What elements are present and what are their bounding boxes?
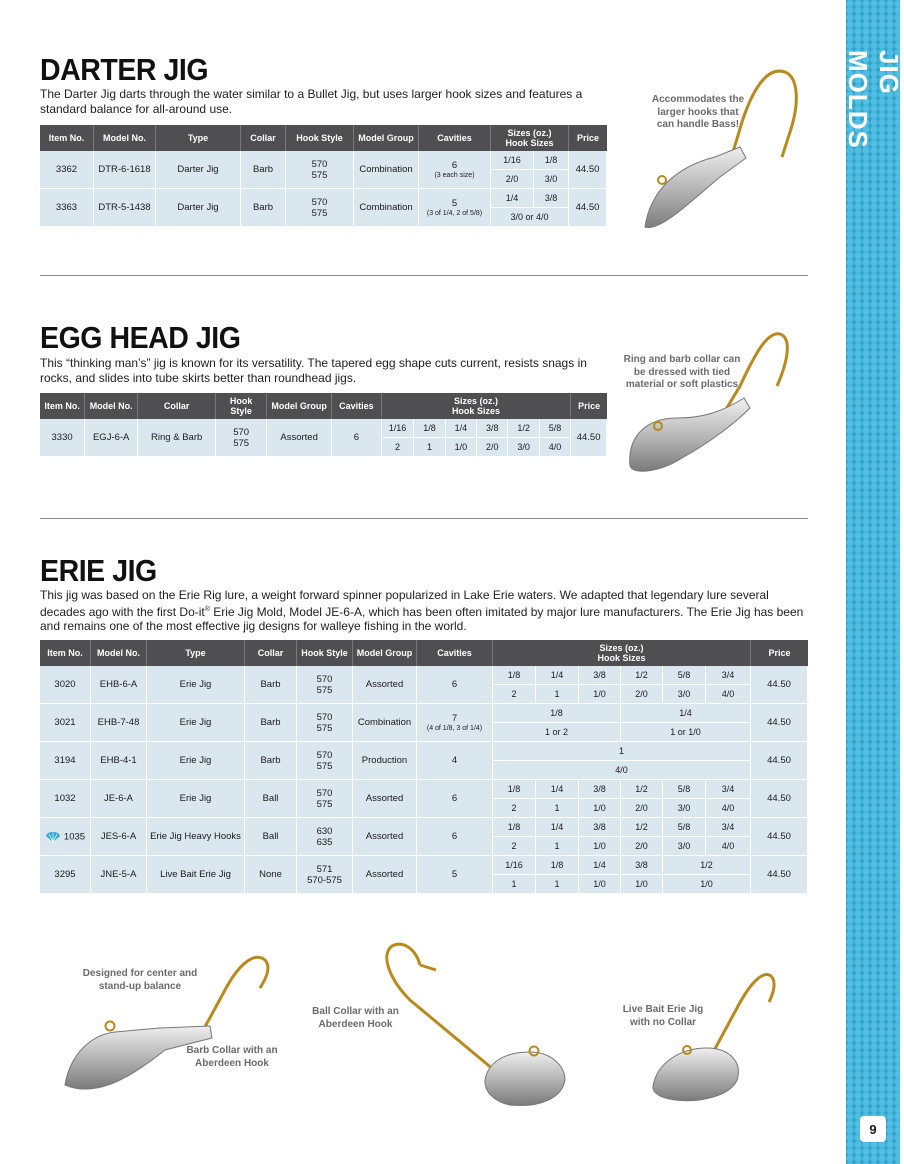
cell-collar: Barb — [245, 704, 297, 742]
cell-item: 3363 — [40, 189, 94, 227]
cell-size: 3/8 — [534, 189, 569, 208]
cell-cavities: 5 — [417, 856, 493, 894]
erie-ball-jig-image — [370, 940, 575, 1115]
cell-hook-size: 3/0 — [663, 799, 706, 818]
callout-live-bait: Live Bait Erie Jig with no Collar — [622, 1004, 704, 1028]
cell-size: 5/8 — [540, 419, 571, 438]
cell-item: 1032 — [40, 780, 91, 818]
col-cavities: Cavities — [419, 125, 491, 151]
col-item: Item No. — [40, 393, 85, 419]
erie-table — [40, 640, 808, 894]
col-model-group: Model Group — [353, 640, 417, 666]
callout-ball-collar: Ball Collar with an Aberdeen Hook — [312, 1006, 399, 1030]
cell-hook-size: 1/0 — [579, 799, 621, 818]
cell-hook-size: 1/0 — [621, 875, 663, 894]
cell-collar: None — [245, 856, 297, 894]
seashell-icon — [45, 831, 61, 843]
cell-hook-size: 1 — [536, 837, 579, 856]
cell-type: Erie Jig — [147, 666, 245, 704]
col-cavities: Cavities — [417, 640, 493, 666]
cell-collar: Ball — [245, 780, 297, 818]
darter-description: The Darter Jig darts through the water similar to a Bullet Jig, but uses larger hook sizes and features a standard balance for all-around use. — [40, 87, 583, 116]
cell-hook-size: 2 — [382, 438, 415, 457]
cell-hook-style: 570 575 — [297, 704, 353, 742]
cell-size: 1/4 — [536, 818, 579, 837]
col-model: Model No. — [94, 125, 156, 151]
cell-size: 1/16 — [491, 151, 534, 170]
cell-size: 1/2 — [663, 856, 751, 875]
table-row — [40, 419, 607, 438]
cell-model: EHB-7-48 — [91, 704, 147, 742]
cell-size: 1/16 — [382, 419, 415, 438]
cell-group: Assorted — [267, 419, 332, 457]
table-row — [40, 666, 808, 685]
table-row — [40, 189, 607, 208]
cell-hook-size: 4/0 — [540, 438, 571, 457]
cell-group: Combination — [353, 704, 417, 742]
egghead-description: This “thinking man’s” jig is known for its versatility. The tapered egg shape cuts current, resists snags in rocks, and slides into tube skirts better than roundhead jigs. — [40, 356, 587, 385]
col-price: Price — [751, 640, 808, 666]
egghead-jig-image — [622, 326, 797, 476]
cell-item: 3295 — [40, 856, 91, 894]
cell-size: 3/8 — [621, 856, 663, 875]
cell-item: 1035 — [40, 818, 91, 856]
cell-price: 44.50 — [569, 189, 607, 227]
cell-collar: Barb — [241, 151, 286, 189]
cell-size: 1/8 — [493, 704, 621, 723]
cell-hook-size: 4/0 — [706, 837, 751, 856]
cell-item: 3020 — [40, 666, 91, 704]
cell-price: 44.50 — [751, 666, 808, 704]
cell-hook-size: 1 — [536, 799, 579, 818]
cell-hook-style: 570 575 — [286, 151, 354, 189]
cell-cavities: 6 — [417, 818, 493, 856]
cell-size: 1/4 — [446, 419, 477, 438]
cell-model: JES-6-A — [91, 818, 147, 856]
cell-item: 3021 — [40, 704, 91, 742]
cell-hook-style: 571 570-575 — [297, 856, 353, 894]
cell-price: 44.50 — [751, 704, 808, 742]
cell-hook-size: 1/0 — [579, 685, 621, 704]
cell-size: 3/4 — [706, 780, 751, 799]
cell-group: Assorted — [353, 856, 417, 894]
col-collar: Collar — [241, 125, 286, 151]
cell-size: 5/8 — [663, 780, 706, 799]
table-row — [40, 856, 808, 875]
cell-price: 44.50 — [569, 151, 607, 189]
cell-group: Assorted — [353, 666, 417, 704]
cell-hook-size: 1/0 — [446, 438, 477, 457]
col-model-group: Model Group — [267, 393, 332, 419]
section-tab-label: JIG MOLDS — [843, 50, 904, 149]
cell-hook-size: 2/0 — [621, 799, 663, 818]
cell-type: Darter Jig — [156, 189, 241, 227]
cell-type: Erie Jig Heavy Hooks — [147, 818, 245, 856]
cell-collar: Barb — [241, 189, 286, 227]
darter-table — [40, 125, 607, 227]
cell-hook-size: 3/0 — [663, 837, 706, 856]
divider — [40, 275, 808, 276]
col-model-group: Model Group — [354, 125, 419, 151]
cell-group: Combination — [354, 189, 419, 227]
cell-collar: Ball — [245, 818, 297, 856]
col-collar: Collar — [138, 393, 216, 419]
cell-price: 44.50 — [751, 818, 808, 856]
cell-hook-size: 3/0 — [663, 685, 706, 704]
cell-size: 1/2 — [621, 780, 663, 799]
cell-hook-style: 570 575 — [216, 419, 267, 457]
cell-item: 3194 — [40, 742, 91, 780]
cell-hook-style: 570 575 — [297, 780, 353, 818]
cell-size: 3/4 — [706, 666, 751, 685]
cell-hook-size: 1 — [414, 438, 445, 457]
table-header-row — [40, 640, 808, 666]
cell-group: Assorted — [353, 818, 417, 856]
cell-size: 1/4 — [579, 856, 621, 875]
table-header-row — [40, 393, 607, 419]
cell-cavities: 6 (3 each size) — [419, 151, 491, 189]
callout-barb-collar: Barb Collar with an Aberdeen Hook — [186, 1045, 278, 1069]
darter-jig-image — [630, 62, 800, 242]
cell-hook-style: 570 575 — [297, 666, 353, 704]
cell-hook-style: 570 575 — [286, 189, 354, 227]
table-header-row — [40, 125, 607, 151]
erie-barb-jig-image — [60, 950, 275, 1110]
cell-model: JE-6-A — [91, 780, 147, 818]
cell-type: Erie Jig — [147, 704, 245, 742]
cell-hook-size: 2/0 — [621, 685, 663, 704]
col-model: Model No. — [91, 640, 147, 666]
cell-hook-size: 1 — [536, 875, 579, 894]
cell-hook-size: 2/0 — [621, 837, 663, 856]
cell-hook-size: 3/0 or 4/0 — [491, 208, 569, 227]
cell-group: Combination — [354, 151, 419, 189]
cell-size: 3/8 — [579, 780, 621, 799]
cell-hook-size: 1 or 2 — [493, 723, 621, 742]
cell-cavities: 6 — [417, 666, 493, 704]
erie-title: ERIE JIG — [40, 553, 157, 588]
cell-hook-style: 570 575 — [297, 742, 353, 780]
col-item: Item No. — [40, 640, 91, 666]
cell-hook-size: 3/0 — [534, 170, 569, 189]
cell-size: 1/8 — [536, 856, 579, 875]
egghead-table — [40, 393, 607, 457]
cell-price: 44.50 — [751, 780, 808, 818]
cell-hook-size: 1 — [536, 685, 579, 704]
divider — [40, 518, 808, 519]
table-row — [40, 704, 808, 723]
cell-type: Erie Jig — [147, 780, 245, 818]
cell-cavities: 6 — [417, 780, 493, 818]
erie-livebait-jig-image — [645, 968, 780, 1108]
cell-size: 1/8 — [493, 666, 536, 685]
cell-size: 1 — [493, 742, 751, 761]
cell-size: 5/8 — [663, 666, 706, 685]
cell-hook-size: 2/0 — [477, 438, 508, 457]
cell-size: 1/8 — [493, 818, 536, 837]
cell-size: 1/8 — [414, 419, 445, 438]
cell-group: Assorted — [353, 780, 417, 818]
cell-size: 3/8 — [477, 419, 508, 438]
col-sizes: Sizes (oz.) Hook Sizes — [382, 393, 572, 419]
cell-hook-size: 1/0 — [663, 875, 751, 894]
cell-model: JNE-5-A — [91, 856, 147, 894]
col-type: Type — [147, 640, 245, 666]
cell-cavities: 7 (4 of 1/8, 3 of 1/4) — [417, 704, 493, 742]
cell-model: DTR-5-1438 — [94, 189, 156, 227]
cell-price: 44.50 — [751, 856, 808, 894]
cell-size: 1/2 — [508, 419, 539, 438]
cell-hook-size: 1/0 — [579, 875, 621, 894]
col-item: Item No. — [40, 125, 94, 151]
cell-price: 44.50 — [571, 419, 607, 457]
cell-collar: Ring & Barb — [138, 419, 216, 457]
cell-size: 3/8 — [579, 666, 621, 685]
col-hook-style: Hook Style — [297, 640, 353, 666]
table-row — [40, 818, 808, 837]
cell-size: 1/4 — [491, 189, 534, 208]
cell-collar: Barb — [245, 742, 297, 780]
cell-hook-style: 630 635 — [297, 818, 353, 856]
cell-hook-size: 2 — [493, 685, 536, 704]
cell-size: 1/8 — [534, 151, 569, 170]
cell-cavities: 6 — [332, 419, 382, 457]
cell-hook-size: 4/0 — [706, 685, 751, 704]
egghead-title: EGG HEAD JIG — [40, 320, 241, 355]
cell-cavities: 4 — [417, 742, 493, 780]
cell-model: EGJ-6-A — [85, 419, 138, 457]
cell-model: EHB-4-1 — [91, 742, 147, 780]
cell-group: Production — [353, 742, 417, 780]
table-row — [40, 780, 808, 799]
erie-description: This jig was based on the Erie Rig lure, a weight forward spinner popularized in Lake Erie waters. We adapted that legendary lure several decades ago with the first Do-it® Erie Jig Mold, Model JE-6-A, which has been often imitated by major lure manufacturers. The Erie Jig has been and remains one of the most effective jig designs for walleye fishing in the world. — [40, 588, 804, 633]
cell-size: 1/2 — [621, 666, 663, 685]
col-cavities: Cavities — [332, 393, 382, 419]
cell-hook-size: 1 or 1/0 — [621, 723, 751, 742]
col-hook-style: Hook Style — [286, 125, 354, 151]
cell-cavities: 5 (3 of 1/4, 2 of 5/8) — [419, 189, 491, 227]
darter-title: DARTER JIG — [40, 52, 209, 87]
col-hook-style: Hook Style — [216, 393, 267, 419]
cell-model: EHB-6-A — [91, 666, 147, 704]
callout-center-balance: Designed for center and stand-up balance — [82, 968, 198, 992]
cell-hook-size: 2 — [493, 837, 536, 856]
col-collar: Collar — [245, 640, 297, 666]
cell-hook-size: 1/0 — [579, 837, 621, 856]
col-price: Price — [571, 393, 607, 419]
cell-hook-size: 4/0 — [493, 761, 751, 780]
table-row — [40, 151, 607, 170]
col-model: Model No. — [85, 393, 138, 419]
cell-type: Live Bait Erie Jig — [147, 856, 245, 894]
col-price: Price — [569, 125, 607, 151]
page-number: 9 — [860, 1116, 886, 1142]
cell-size: 1/4 — [536, 780, 579, 799]
cell-price: 44.50 — [751, 742, 808, 780]
cell-hook-size: 4/0 — [706, 799, 751, 818]
cell-size: 1/4 — [536, 666, 579, 685]
col-type: Type — [156, 125, 241, 151]
cell-hook-size: 2/0 — [491, 170, 534, 189]
cell-hook-size: 3/0 — [508, 438, 539, 457]
cell-item: 3330 — [40, 419, 85, 457]
cell-collar: Barb — [245, 666, 297, 704]
cell-type: Erie Jig — [147, 742, 245, 780]
cell-size: 5/8 — [663, 818, 706, 837]
cell-hook-size: 2 — [493, 799, 536, 818]
table-row — [40, 742, 808, 761]
cell-item: 3362 — [40, 151, 94, 189]
cell-size: 1/8 — [493, 780, 536, 799]
cell-size: 3/8 — [579, 818, 621, 837]
cell-type: Darter Jig — [156, 151, 241, 189]
col-sizes: Sizes (oz.) Hook Sizes — [491, 125, 569, 151]
col-sizes: Sizes (oz.) Hook Sizes — [493, 640, 751, 666]
cell-model: DTR-6-1618 — [94, 151, 156, 189]
cell-size: 3/4 — [706, 818, 751, 837]
cell-hook-size: 1 — [493, 875, 536, 894]
cell-size: 1/16 — [493, 856, 536, 875]
cell-size: 1/4 — [621, 704, 751, 723]
egghead-callout: Ring and barb collar can be dressed with tied material or soft plastics — [623, 354, 741, 390]
cell-size: 1/2 — [621, 818, 663, 837]
darter-callout: Accommodates the larger hooks that can handle Bass! — [651, 94, 745, 130]
